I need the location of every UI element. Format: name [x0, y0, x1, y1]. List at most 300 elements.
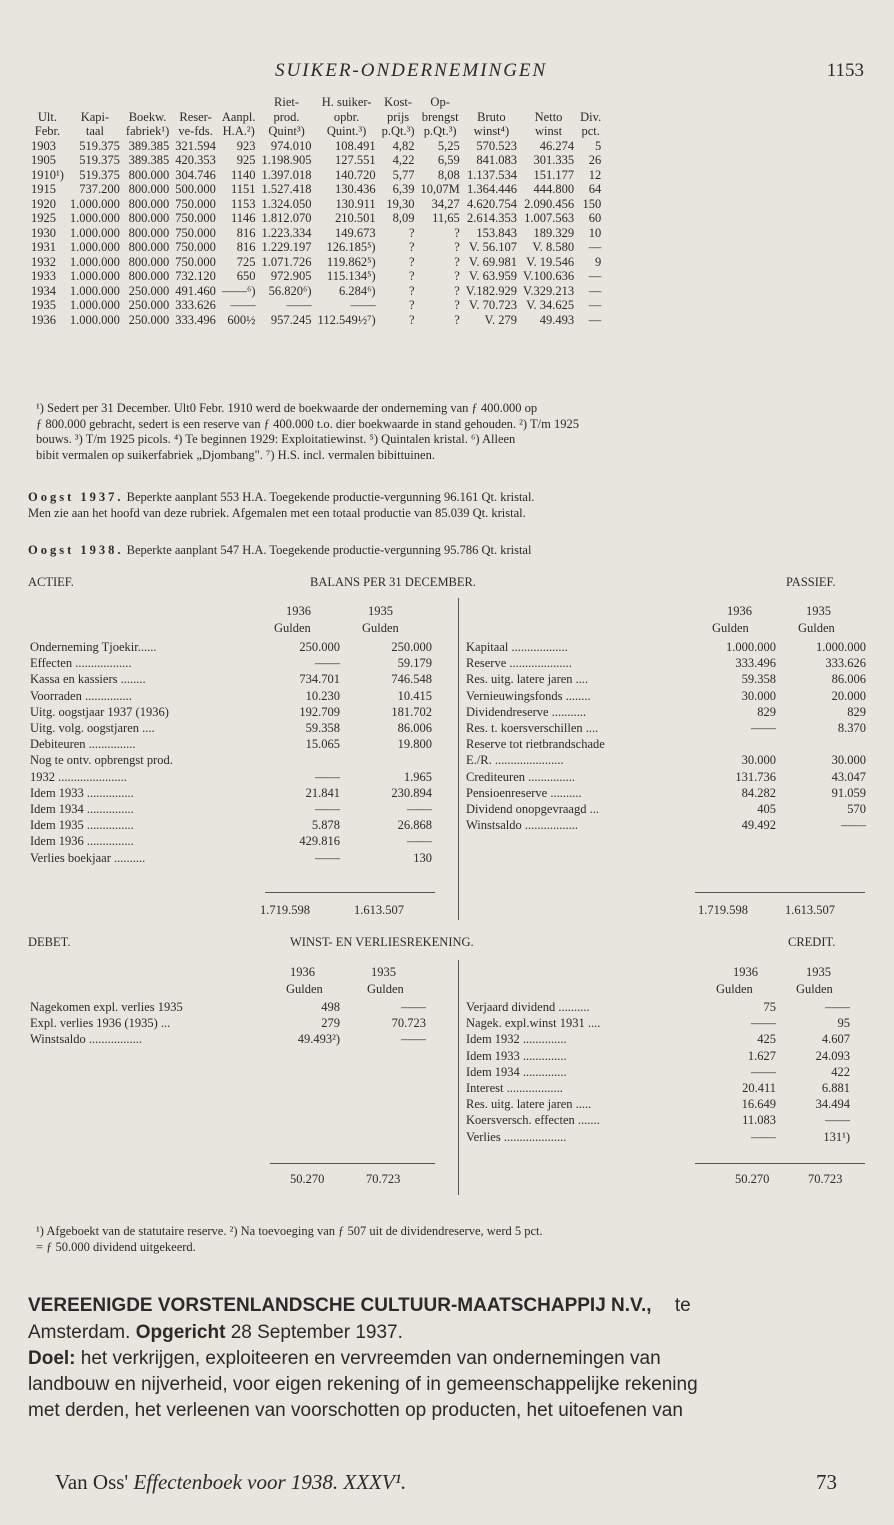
- table-cell: 420.353: [175, 153, 216, 167]
- balans-right-unit2: Gulden: [798, 621, 835, 635]
- table-cell: 46.274: [539, 138, 575, 153]
- table-header-cell: Netto: [534, 109, 563, 124]
- table-cell: 1936: [31, 312, 56, 327]
- table-header-cell: Riet-: [274, 95, 300, 109]
- table-cell: 140.720: [334, 167, 376, 182]
- balans-divider: [458, 598, 459, 920]
- ledger-value-1936: 10.230: [305, 688, 340, 703]
- ledger-value-1936: 333.496: [735, 656, 776, 671]
- table-cell: V. 8.580: [532, 240, 575, 254]
- table-cell: 925: [236, 153, 256, 167]
- table-cell: 750.000: [175, 240, 216, 254]
- table-cell: ?: [454, 298, 460, 312]
- table-cell: ?: [408, 312, 415, 327]
- ledger-label: Verlies ....................: [466, 1129, 567, 1144]
- ledger-value-1935: ——: [825, 1000, 850, 1014]
- table-header-cell: winst: [534, 124, 563, 138]
- founded-label: Opgericht: [135, 1322, 226, 1343]
- footnote-line: ¹) Sedert per 31 December. Ult0 Febr. 1910 werd de boekwaarde der onderneming van ƒ 400.000 op: [36, 401, 538, 415]
- ledger-value-1935: 570: [847, 802, 866, 816]
- table-cell: ——: [350, 298, 376, 312]
- ledger-value-1935: 86.006: [831, 672, 866, 687]
- table-cell: 750.000: [175, 196, 216, 211]
- table-header-cell: [463, 95, 520, 110]
- table-header-cell: [123, 95, 172, 110]
- table-cell: 1.812.070: [261, 211, 312, 225]
- ledger-value-1936: 15.065: [305, 737, 340, 752]
- ledger-label: Vernieuwingsfonds ........: [466, 688, 591, 703]
- table-cell: 301.335: [533, 153, 575, 167]
- ledger-value-1935: 24.093: [815, 1048, 850, 1063]
- table-cell: 1.000.000: [69, 240, 120, 254]
- doel-line-0: [28, 1346, 661, 1372]
- ledger-value-1936: ——: [751, 1016, 776, 1031]
- table-cell: V. 279: [484, 312, 517, 327]
- table-cell: 750.000: [175, 254, 216, 269]
- table-cell: V. 63.959: [468, 269, 517, 283]
- wv-left-total-rule: [270, 1163, 435, 1164]
- table-cell: 725: [236, 254, 256, 269]
- table-cell: 210.501: [334, 211, 376, 225]
- table-cell: 10: [588, 225, 602, 240]
- wv-debet-head: DEBET.: [28, 935, 71, 949]
- table-cell: 130.911: [335, 196, 376, 211]
- table-header-cell: Quint³): [268, 124, 305, 138]
- table-cell: 126.185⁵): [326, 240, 376, 254]
- table-cell: 1146: [231, 211, 256, 225]
- table-cell: 1.527.418: [261, 182, 312, 196]
- ledger-value-1935: 333.626: [825, 656, 866, 671]
- table-cell: 2.090.456: [524, 196, 575, 211]
- ledger-label: Debiteuren ...............: [30, 737, 136, 752]
- table-cell: 34,27: [431, 196, 460, 211]
- table-row: [28, 284, 604, 299]
- wv-left-year1: 1936: [290, 965, 315, 979]
- ledger-value-1935: 1.965: [403, 769, 432, 784]
- table-cell: 750.000: [175, 225, 216, 240]
- table-cell: 800.000: [128, 254, 170, 269]
- ledger-value-1936: 429.816: [299, 834, 340, 849]
- company-city: Amsterdam.: [28, 1322, 131, 1343]
- footnote-line: bibit vermalen op suikerfabriek „Djombang". ⁷) H.S. incl. vermalen bibittuinen.: [36, 447, 435, 462]
- company-name: VEREENIGDE VORSTENLANDSCHE CULTUUR-MAATSCHAPPIJ N.V.,: [28, 1295, 652, 1316]
- balans-right-total-rule: [695, 892, 865, 893]
- table-header-cell: brengst: [421, 109, 459, 124]
- table-header-row: [28, 110, 604, 125]
- table-header-cell: prod.: [273, 109, 300, 124]
- table-cell: 19,30: [386, 196, 415, 211]
- ledger-value-1935: 422: [831, 1064, 850, 1079]
- table-cell: 2.614.353: [466, 211, 517, 225]
- ledger-label: Winstsaldo .................: [30, 1032, 142, 1047]
- ledger-value-1935: 8.370: [837, 721, 866, 735]
- ledger-value-1936: 84.282: [741, 785, 776, 800]
- table-cell: ?: [454, 254, 460, 269]
- table-cell: 1.223.334: [261, 225, 312, 240]
- wv-right-year2: 1935: [806, 965, 831, 979]
- table-cell: 1905: [31, 153, 56, 167]
- table-cell: 4,22: [392, 153, 415, 167]
- ledger-label: Voorraden ...............: [30, 688, 132, 703]
- table-row: [28, 153, 604, 168]
- ledger-label: Idem 1933 ...............: [30, 785, 134, 800]
- ledger-label: Onderneming Tjoekir......: [30, 640, 157, 654]
- table-row: [28, 313, 604, 328]
- table-cell: 127.551: [334, 153, 376, 167]
- ledger-value-1936: 279: [321, 1016, 340, 1031]
- table-cell: 1.000.000: [69, 211, 120, 225]
- wv-left-total-1935: 70.723: [366, 1172, 401, 1186]
- table-header-row: [28, 124, 604, 139]
- ledger-value-1936: ——: [751, 1129, 776, 1144]
- table-cell: ?: [408, 283, 415, 298]
- doel-line-2: met derden, het verleenen van voorschotten op producten, het uitoefenen van: [28, 1400, 683, 1421]
- ledger-value-1936: 405: [757, 802, 776, 816]
- table-cell: 60: [588, 211, 602, 225]
- table-cell: 1.000.000: [69, 269, 120, 283]
- table-header-cell: Kost-: [384, 95, 412, 109]
- ledger-value-1936: 425: [757, 1032, 776, 1047]
- ledger-value-1936: 5.878: [311, 818, 340, 833]
- table-cell: 1.071.726: [261, 254, 312, 269]
- table-cell: 250.000: [128, 312, 170, 327]
- table-cell: 321.594: [175, 138, 216, 153]
- wv-left-unit1: Gulden: [286, 982, 323, 996]
- ledger-value-1935: 20.000: [831, 688, 866, 703]
- wv-right-unit2: Gulden: [796, 982, 833, 996]
- wv-right-total-1935: 70.723: [808, 1172, 843, 1186]
- table-cell: 115.134⁵): [326, 269, 376, 283]
- ledger-value-1936: 30.000: [741, 688, 776, 703]
- table-cell: 250.000: [128, 283, 170, 298]
- ledger-value-1935: 91.059: [831, 785, 866, 800]
- table-cell: 1925: [31, 211, 56, 225]
- company-founded: [28, 1320, 403, 1346]
- table-cell: 1934: [31, 283, 56, 298]
- ledger-label: Dividend onopgevraagd ...: [466, 802, 599, 816]
- ledger-label: Interest ..................: [466, 1081, 563, 1095]
- page-footer: [55, 1470, 406, 1495]
- table-cell: 189.329: [533, 225, 575, 240]
- table-cell: 5,25: [437, 138, 460, 153]
- doel-text-0: het verkrijgen, exploiteeren en vervreemden van ondernemingen van: [80, 1348, 661, 1369]
- table-header-cell: Reser-: [179, 109, 212, 124]
- table-header-cell: pct.: [581, 124, 600, 138]
- wv-right-total-1936: 50.270: [735, 1172, 770, 1186]
- table-cell: 8,09: [392, 211, 415, 225]
- ledger-value-1936: 75: [763, 1000, 776, 1014]
- ledger-label: Res. uitg. latere jaren ....: [466, 672, 589, 687]
- table-cell: 119.862⁵): [326, 254, 376, 269]
- oogst-1938-label: Oogst 1938.: [28, 543, 124, 557]
- table-row: [28, 240, 604, 255]
- table-header-cell: [520, 95, 577, 110]
- table-row: [28, 269, 604, 284]
- ledger-value-1936: 21.841: [305, 785, 340, 800]
- table-cell: 1.000.000: [69, 196, 120, 211]
- table-header-cell: Kapi-: [80, 109, 110, 124]
- ledger-value-1935: ——: [401, 1032, 426, 1047]
- ledger-label: Res. t. koersverschillen ....: [466, 721, 599, 735]
- ledger-value-1936: 49.492: [741, 818, 776, 833]
- table-cell: 570.523: [476, 138, 517, 153]
- table-cell: 816: [236, 225, 256, 240]
- table-cell: 250.000: [128, 298, 170, 312]
- ledger-label: Winstsaldo .................: [466, 818, 578, 833]
- table-cell: V. 56.107: [468, 240, 517, 254]
- table-row: [28, 168, 604, 183]
- table-cell: 444.800: [533, 182, 575, 196]
- table-cell: 972.905: [270, 269, 312, 283]
- table-cell: —: [588, 283, 602, 298]
- table-cell: V.329.213: [522, 283, 575, 298]
- oogst-1937-label: Oogst 1937.: [28, 490, 124, 504]
- table-cell: 6,39: [392, 182, 415, 196]
- history-table: [28, 95, 604, 327]
- balans-right-unit1: Gulden: [712, 621, 749, 635]
- table-header-cell: Febr.: [34, 124, 61, 138]
- balans-left-unit2: Gulden: [362, 621, 399, 635]
- table-cell: 26: [588, 153, 602, 167]
- table-cell: —: [588, 269, 602, 283]
- table-cell: 56.820⁶): [268, 283, 312, 298]
- ledger-value-1935: 829: [847, 704, 866, 719]
- ledger-label: Expl. verlies 1936 (1935) ...: [30, 1016, 171, 1031]
- ledger-value-1936: ——: [315, 656, 340, 671]
- ledger-value-1935: 1.000.000: [816, 640, 866, 654]
- table-cell: 1910¹): [31, 167, 64, 182]
- table-header-cell: H.A.²): [222, 124, 255, 138]
- table-cell: 10,07M: [420, 182, 460, 196]
- table-cell: 500.000: [175, 182, 216, 196]
- table-cell: 957.245: [270, 312, 312, 327]
- table-header-cell: opbr.: [333, 109, 360, 124]
- table-cell: V. 19.546: [526, 254, 575, 269]
- table-header-cell: [577, 95, 604, 110]
- ledger-label: Uitg. volg. oogstjaren ....: [30, 721, 155, 735]
- balans-right-year1: 1936: [727, 604, 752, 618]
- ledger-label: Reserve ....................: [466, 656, 572, 671]
- table-cell: 800.000: [128, 240, 170, 254]
- ledger-label: Verlies boekjaar ..........: [30, 850, 146, 865]
- table-row: [28, 182, 604, 197]
- table-cell: ?: [408, 225, 415, 240]
- ledger-value-1936: 16.649: [741, 1097, 776, 1112]
- ledger-value-1935: 4.607: [821, 1032, 850, 1047]
- table-cell: 333.496: [175, 312, 216, 327]
- table-cell: 1.000.000: [69, 312, 120, 327]
- table-cell: 1915: [31, 182, 56, 196]
- ledger-value-1936: 250.000: [299, 640, 340, 654]
- table-cell: 1932: [31, 254, 56, 269]
- table-cell: ——⁶): [222, 283, 256, 298]
- balans-left-unit1: Gulden: [274, 621, 311, 635]
- table-cell: V. 34.625: [526, 298, 575, 312]
- table-cell: 389.385: [128, 138, 170, 153]
- wv-right-total-rule: [695, 1163, 865, 1164]
- table-row: [28, 298, 604, 313]
- table-cell: 800.000: [128, 167, 170, 182]
- ledger-value-1935: 95: [837, 1016, 850, 1031]
- table-cell: 333.626: [175, 298, 216, 312]
- ledger-value-1935: 43.047: [831, 769, 866, 784]
- ledger-value-1935: 6.881: [821, 1081, 850, 1095]
- table-cell: ?: [454, 225, 460, 240]
- table-header-cell: winst⁴): [473, 124, 510, 138]
- ledger-label: Reserve tot rietbrandschade: [466, 737, 605, 752]
- balans-right-year2: 1935: [806, 604, 831, 618]
- table-cell: 841.083: [476, 153, 517, 167]
- ledger-label: Idem 1935 ...............: [30, 818, 134, 833]
- table-header-cell: fabriek¹): [125, 124, 170, 138]
- table-cell: 650: [236, 269, 256, 283]
- table-cell: V. 70.723: [468, 298, 517, 312]
- table-cell: 1.137.534: [466, 167, 517, 182]
- footnote-line: ƒ 800.000 gebracht, sedert is een reserve van ƒ 400.000 t.o. dier boekwaarde in stand gehouden. ²) T/m 1925: [36, 416, 579, 431]
- balans-right-total-1936: 1.719.598: [698, 903, 748, 917]
- table-cell: —: [588, 298, 602, 312]
- table-cell: 974.010: [270, 138, 312, 153]
- ledger-value-1935: 230.894: [391, 785, 432, 800]
- table-cell: 6,59: [437, 153, 460, 167]
- ledger-label: Kapitaal ..................: [466, 640, 568, 654]
- ledger-value-1935: 181.702: [391, 704, 432, 719]
- table-cell: 1.198.905: [261, 153, 312, 167]
- table-cell: 1151: [231, 182, 256, 196]
- table-row: [28, 255, 604, 270]
- doel-line-1: landbouw en nijverheid, voor eigen rekening of in gemeenschappelijke rekening: [28, 1374, 698, 1395]
- table-cell: 1.324.050: [261, 196, 312, 211]
- ledger-value-1936: 1.000.000: [726, 640, 776, 654]
- table-cell: 4.620.754: [466, 196, 517, 211]
- ledger-value-1936: 11.083: [742, 1113, 776, 1128]
- ledger-value-1935: 19.800: [397, 737, 432, 752]
- ledger-label: Dividendreserve ...........: [466, 704, 587, 719]
- ledger-label: Crediteuren ...............: [466, 769, 576, 784]
- wv-right-unit1: Gulden: [716, 982, 753, 996]
- table-cell: 1.364.446: [466, 182, 517, 196]
- table-header-cell: [219, 95, 259, 110]
- table-cell: 800.000: [128, 211, 170, 225]
- ledger-value-1935: ——: [841, 818, 866, 833]
- ledger-value-1935: 131¹): [823, 1129, 850, 1144]
- balans-actief-head: ACTIEF.: [28, 575, 74, 589]
- table-cell: 153.843: [476, 225, 517, 240]
- table-cell: 389.385: [128, 153, 170, 167]
- table-cell: 1.000.000: [69, 254, 120, 269]
- ledger-value-1935: ——: [407, 802, 432, 816]
- table-cell: 149.673: [334, 225, 376, 240]
- footnote-line: ¹) Afgeboekt van de statutaire reserve. ²) Na toevoeging van ƒ 507 uit de dividendreserve, werd 5 pct.: [36, 1224, 543, 1238]
- ledger-label: Effecten ..................: [30, 656, 132, 671]
- table-cell: 49.493: [539, 312, 575, 327]
- ledger-label: Idem 1934 ..............: [466, 1064, 567, 1079]
- table-cell: 151.177: [533, 167, 575, 182]
- table-cell: ?: [408, 298, 415, 312]
- table-row: [28, 139, 604, 154]
- ledger-label: Nagekomen expl. verlies 1935: [30, 1000, 183, 1014]
- ledger-value-1936: 1.627: [747, 1048, 776, 1063]
- oogst-1937: [28, 490, 535, 505]
- ledger-label: Idem 1933 ..............: [466, 1048, 567, 1063]
- ledger-label: Uitg. oogstjaar 1937 (1936): [30, 704, 169, 719]
- table-cell: —: [588, 240, 602, 254]
- ledger-value-1935: 70.723: [391, 1016, 426, 1031]
- ledger-label: Nagek. expl.winst 1931 ....: [466, 1016, 601, 1031]
- table-cell: 519.375: [79, 153, 120, 167]
- table-header-cell: Bruto: [477, 109, 506, 124]
- ledger-value-1936: 49.493²): [297, 1032, 340, 1047]
- wv-title: WINST- EN VERLIESREKENING.: [290, 935, 474, 949]
- page-number: 1153: [826, 60, 864, 81]
- ledger-label: Pensioenreserve ..........: [466, 785, 582, 800]
- table-cell: ?: [454, 240, 460, 254]
- ledger-value-1935: 26.868: [397, 818, 432, 833]
- ledger-value-1936: 498: [321, 1000, 340, 1014]
- ledger-value-1936: ——: [315, 802, 340, 816]
- table-cell: 1935: [31, 298, 56, 312]
- table-cell: 1.229.197: [261, 240, 312, 254]
- oogst-1937-line1: Beperkte aanplant 553 H.A. Toegekende productie-vergunning 96.161 Qt. kristal.: [126, 490, 535, 504]
- ledger-label: E./R. ......................: [466, 753, 564, 768]
- balans-left-total-rule: [265, 892, 435, 893]
- table-cell: ?: [454, 312, 460, 327]
- balans-left-year2: 1935: [368, 604, 393, 618]
- table-header-cell: ve-fds.: [178, 124, 213, 138]
- table-cell: 150: [582, 196, 602, 211]
- table-header-cell: [28, 95, 67, 110]
- ledger-value-1936: 734.701: [299, 672, 340, 687]
- ledger-value-1936: ——: [751, 1064, 776, 1079]
- wv-left-unit2: Gulden: [367, 982, 404, 996]
- table-cell: 816: [236, 240, 256, 254]
- table-cell: 750.000: [175, 211, 216, 225]
- wv-left-year2: 1935: [371, 965, 396, 979]
- table-header-cell: Ult.: [37, 109, 58, 124]
- table-cell: 130.436: [334, 182, 376, 196]
- table-cell: 1.000.000: [69, 298, 120, 312]
- oogst-1938: [28, 543, 531, 558]
- balans-left-total-1935: 1.613.507: [354, 903, 404, 917]
- ledger-value-1936: 20.411: [742, 1081, 776, 1095]
- table-cell: V. 69.981: [468, 254, 517, 269]
- table-cell: V.182.929: [465, 283, 517, 298]
- ledger-label: Res. uitg. latere jaren .....: [466, 1097, 592, 1112]
- table-cell: 519.375: [79, 138, 120, 153]
- table-header-cell: Aanpl.: [221, 109, 256, 124]
- balans-left-year1: 1936: [286, 604, 311, 618]
- ledger-value-1935: ——: [407, 834, 432, 849]
- table-cell: 1933: [31, 269, 56, 283]
- ledger-label: Idem 1934 ...............: [30, 802, 134, 816]
- ledger-value-1936: 829: [757, 704, 776, 719]
- table-header-cell: taal: [85, 124, 104, 138]
- ledger-value-1936: 30.000: [741, 753, 776, 768]
- ledger-value-1935: 86.006: [397, 721, 432, 735]
- table-cell: 923: [236, 138, 256, 153]
- table-cell: 800.000: [128, 225, 170, 240]
- balans-left-total-1936: 1.719.598: [260, 903, 310, 917]
- ledger-value-1935: 130: [413, 850, 432, 865]
- footer-page-number: 73: [816, 1470, 837, 1494]
- table-header-cell: [67, 95, 123, 110]
- table-cell: 1153: [231, 196, 256, 211]
- table-header-cell: Boekw.: [128, 109, 167, 124]
- table-cell: ?: [408, 240, 415, 254]
- balans-right-total-1935: 1.613.507: [785, 903, 835, 917]
- oogst-1938-line1: Beperkte aanplant 547 H.A. Toegekende productie-vergunning 95.786 Qt. kristal: [126, 543, 532, 557]
- oogst-1937-line2: Men zie aan het hoofd van deze rubriek. Afgemalen met een totaal productie van 85.039 Qt. kristal.: [28, 506, 526, 520]
